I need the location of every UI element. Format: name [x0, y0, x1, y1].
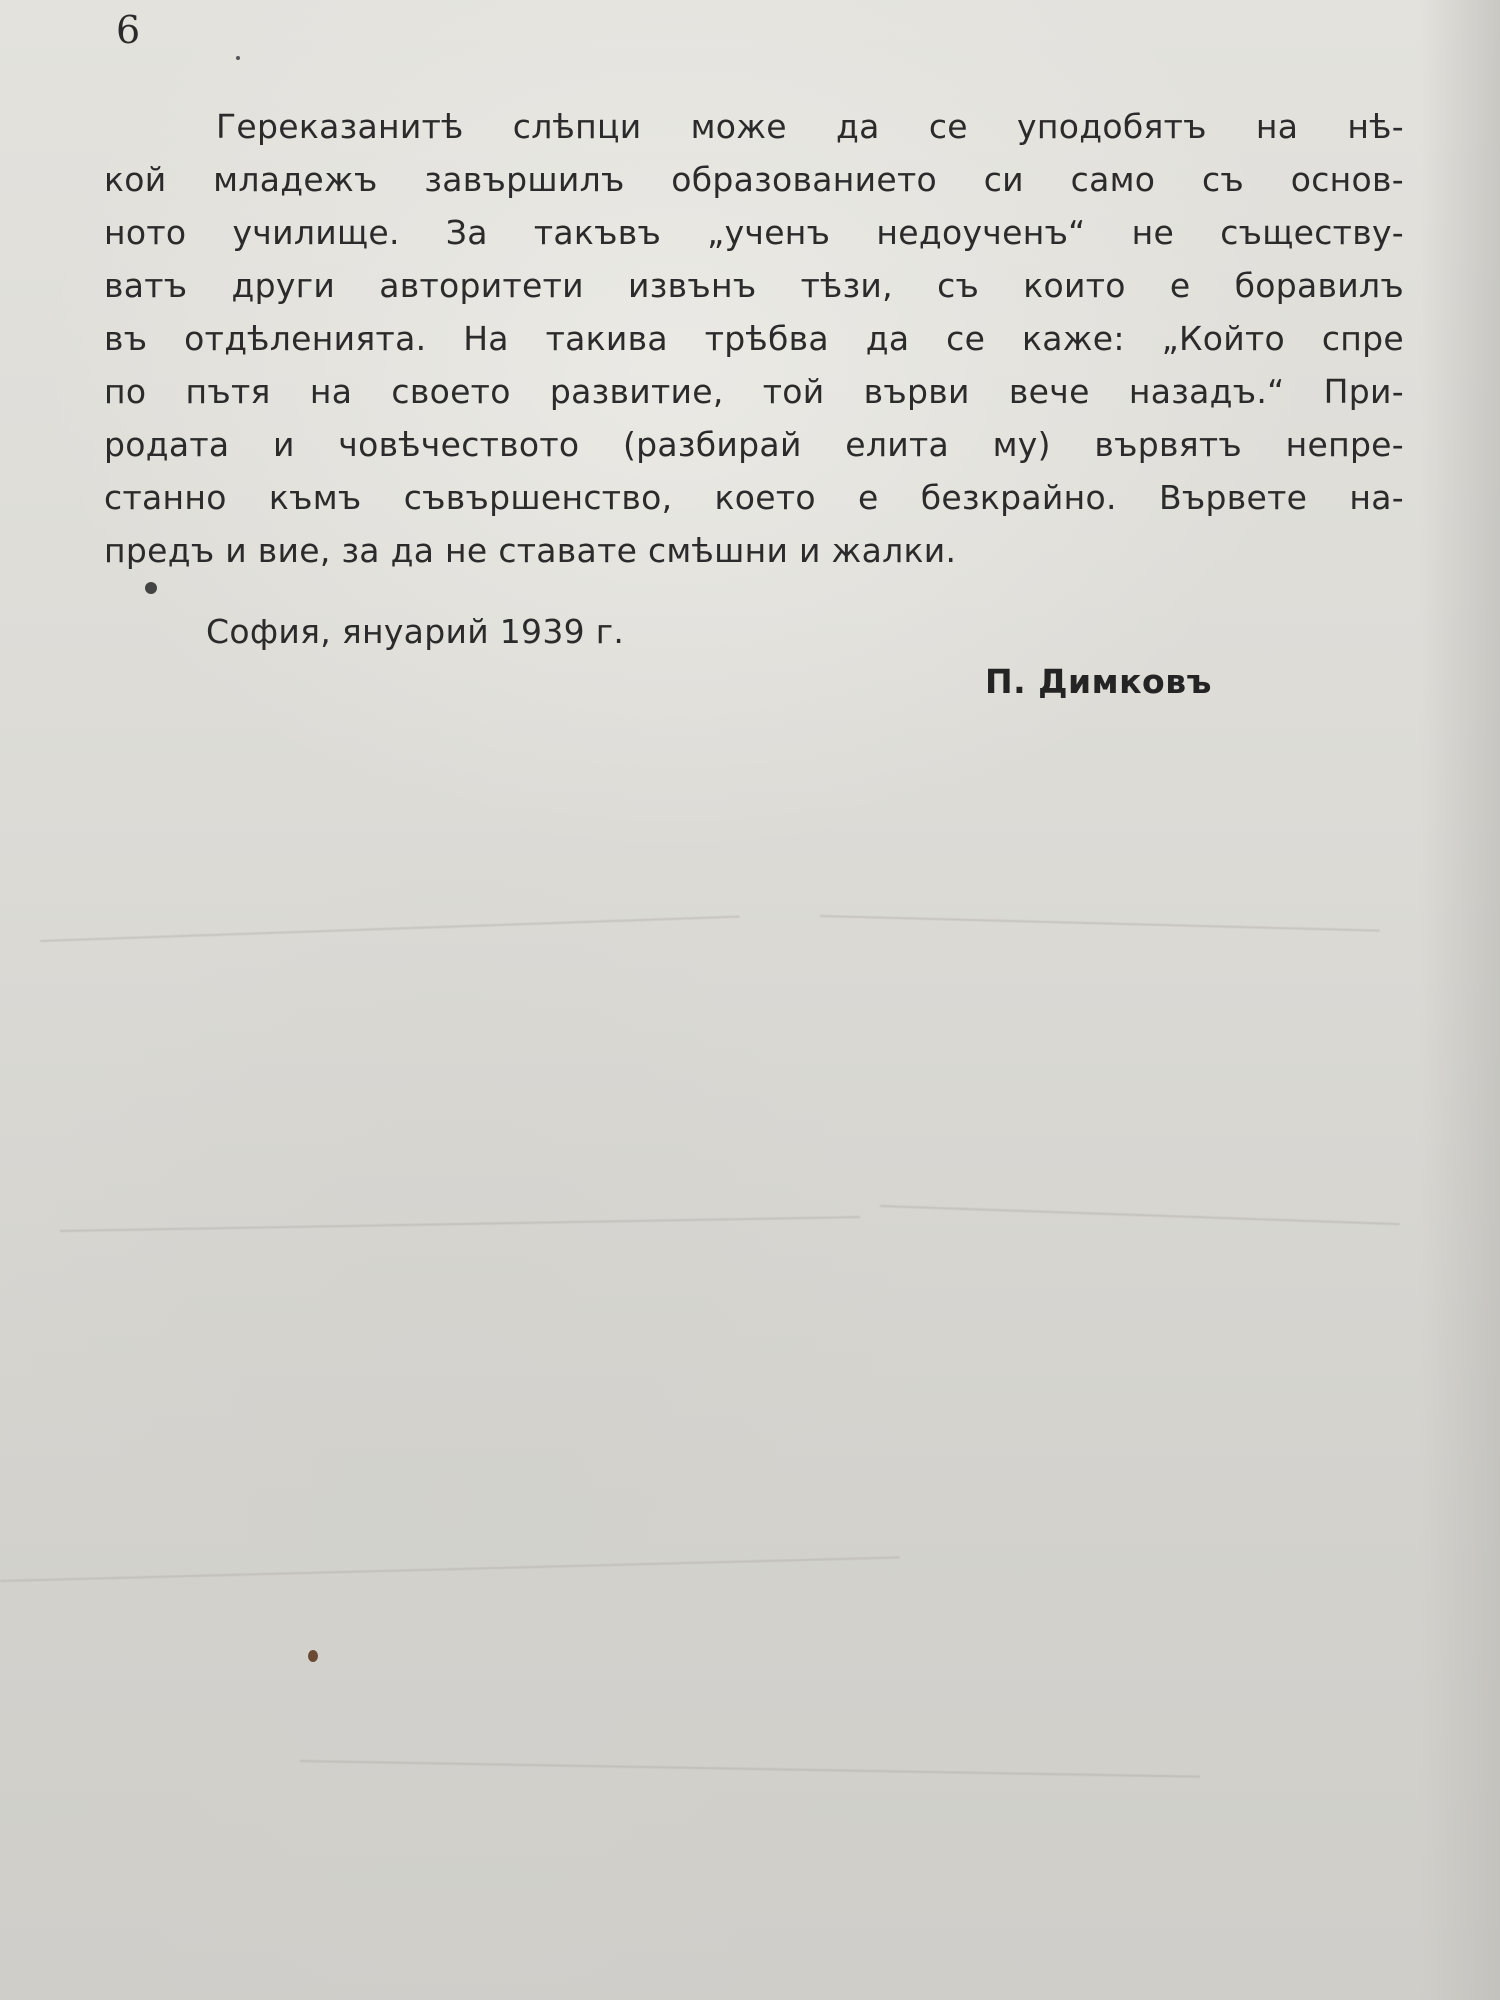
page-number: 6: [116, 8, 141, 52]
text-line: станно къмъ съвършенство, което е безкрайно. Вървете на-: [104, 478, 1404, 517]
text-line: ватъ други авторитети извънъ тѣзи, съ които е боравилъ: [104, 266, 1404, 305]
dateline: София, януарий 1939 г.: [206, 612, 625, 651]
paper-crease: [820, 915, 1380, 932]
paper-crease: [300, 1760, 1200, 1778]
ink-speck: [236, 56, 240, 60]
page-shadow-edge: [1420, 0, 1500, 2000]
body-paragraph: [104, 100, 1404, 577]
paper-crease: [60, 1216, 860, 1232]
ink-speck: [145, 582, 157, 594]
stain-spot: [308, 1650, 318, 1662]
text-line: ното училище. За такъвъ „ученъ недоученъ“ не съществу-: [104, 213, 1404, 252]
paper-crease: [880, 1205, 1400, 1225]
text-line: предъ и вие, за да не ставате смѣшни и жалки.: [104, 531, 957, 570]
text-line: Гереказанитѣ слѣпци може да се уподобятъ на нѣ-: [216, 107, 1404, 146]
text-line: въ отдѣленията. На такива трѣбва да се каже: „Който спре: [104, 319, 1404, 358]
text-line: родата и човѣчеството (разбирай елита му) вървятъ непре-: [104, 425, 1404, 464]
paper-crease: [40, 916, 740, 942]
paper-crease: [0, 1556, 900, 1582]
text-line: кой младежъ завършилъ образованието си само съ основ-: [104, 160, 1404, 199]
text-line: по пътя на своето развитие, той върви вече назадъ.“ При-: [104, 372, 1404, 411]
author-signature: П. Димковъ: [985, 662, 1212, 701]
